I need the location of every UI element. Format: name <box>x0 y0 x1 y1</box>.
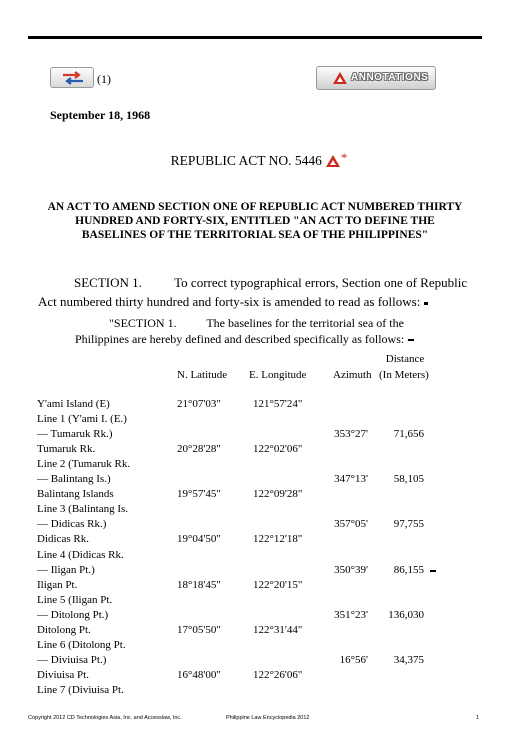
table-cell-name: Didicas Rk. <box>37 533 89 546</box>
link-marker-icon[interactable] <box>430 570 436 572</box>
footer-encyclopedia: Philippine Law Encyclopedia 2012 <box>226 715 310 721</box>
table-cell-lon: 122°31'44" <box>253 623 303 636</box>
act-title-line: BASELINES OF THE TERRITORIAL SEA OF THE PHILIPPINES" <box>81 229 429 241</box>
top-rule <box>28 36 482 39</box>
republic-act-number: REPUBLIC ACT NO. 5446 <box>170 153 322 168</box>
table-cell-dist: 136,030 <box>388 608 424 621</box>
act-title <box>34 200 476 242</box>
table-cell-name: — Iligan Pt.) <box>37 563 95 576</box>
table-cell-name: — Balintang Is.) <box>37 473 111 486</box>
table-cell-name: — Ditolong Pt.) <box>37 608 109 621</box>
table-cell-lat: 17°05'50" <box>177 623 221 636</box>
table-cell-lon: 122°09'28" <box>253 488 303 501</box>
table-cell-name: Ditolong Pt. <box>37 623 91 636</box>
table-cell-dist: 58,105 <box>393 473 424 486</box>
table-cell-az: 350°39' <box>334 563 368 576</box>
swap-arrows-icon <box>61 71 85 85</box>
table-cell-dist: 34,375 <box>393 653 424 666</box>
annotations-button[interactable] <box>316 66 436 90</box>
republic-act-heading <box>0 150 518 169</box>
table-cell-lat: 16°48'00" <box>177 668 221 681</box>
section-1-line: SECTION 1. To correct typographical errors, Section one of Republic <box>74 275 468 290</box>
table-cell-name: Line 5 (Iligan Pt. <box>37 593 113 606</box>
table-cell-lat: 19°57'45" <box>177 488 221 501</box>
table-cell-lat: 18°18'45" <box>177 578 221 591</box>
table-cell-name: Line 3 (Balintang Is. <box>37 503 129 516</box>
act-title-line: HUNDRED AND FORTY-SIX, ENTITLED "AN ACT TO DEFINE THE <box>75 215 435 227</box>
table-cell-name: Line 2 (Tumaruk Rk. <box>37 458 131 471</box>
section-1-paragraph <box>38 273 470 311</box>
footer-page-number: 1 <box>476 715 480 721</box>
swap-arrows-button[interactable] <box>50 67 94 88</box>
link-marker-icon[interactable] <box>408 339 414 341</box>
quoted-section-line: "SECTION 1. The baselines for the territorial sea of the <box>109 316 404 330</box>
annotations-label: ANNOTATIONS <box>351 72 429 83</box>
annotation-icon[interactable] <box>326 155 340 167</box>
link-marker-icon[interactable] <box>424 302 428 305</box>
header-latitude: N. Latitude <box>177 369 228 381</box>
table-cell-name: Line 7 (Diviuisa Pt. <box>37 683 124 696</box>
table-cell-lat: 21°07'03" <box>177 398 221 410</box>
table-cell-lon: 121°57'24" <box>253 398 303 410</box>
header-distance: Distance <box>385 353 425 365</box>
annotation-icon <box>333 72 347 84</box>
table-cell-name: Y'ami Island (E) <box>37 398 110 410</box>
table-cell-lat: 20°28'28" <box>177 443 221 456</box>
table-cell-name: Line 1 (Y'ami I. (E.) <box>37 413 127 426</box>
section-1-line: Act numbered thirty hundred and forty-six is amended to read as follows: <box>38 292 470 311</box>
header-longitude: E. Longitude <box>249 369 307 381</box>
table-cell-az: 347°13' <box>334 473 368 486</box>
table-cell-lon: 122°12'18" <box>253 533 303 546</box>
table-cell-lon: 122°02'06" <box>253 443 303 456</box>
table-cell-az: 357°05' <box>334 518 368 531</box>
table-cell-name: Diviuisa Pt. <box>37 668 89 681</box>
table-cell-name: Tumaruk Rk. <box>37 443 96 456</box>
table-cell-name: Line 6 (Ditolong Pt. <box>37 638 126 651</box>
table-cell-dist: 71,656 <box>393 428 424 441</box>
table-cell-az: 353°27' <box>334 428 368 441</box>
table-cell-name: — Diviuisa Pt.) <box>37 653 107 666</box>
table-cell-dist: 97,755 <box>393 518 424 531</box>
table-cell-dist: 86,155 <box>393 563 424 576</box>
quoted-section-line: Philippines are hereby defined and described specifically as follows: <box>75 331 444 347</box>
footer-copyright: Copyright 2012 CD Technologies Asia, Inc. and Accesslaw, Inc. <box>28 715 182 721</box>
header-distance-unit: (In Meters) <box>379 369 429 381</box>
table-cell-name: Line 4 (Didicas Rk. <box>37 548 124 561</box>
table-cell-az: 16°56' <box>339 653 368 666</box>
header-azimuth: Azimuth <box>333 369 372 381</box>
table-cell-az: 351°23' <box>334 608 368 621</box>
table-cell-lon: 122°20'15" <box>253 578 303 591</box>
quoted-section-paragraph <box>75 315 444 347</box>
table-cell-lon: 122°26'06" <box>253 668 303 681</box>
table-cell-name: Iligan Pt. <box>37 578 78 591</box>
table-cell-lat: 19°04'50" <box>177 533 221 546</box>
footnote-asterisk[interactable]: * <box>340 150 348 165</box>
act-title-line: AN ACT TO AMEND SECTION ONE OF REPUBLIC ACT NUMBERED THIRTY <box>47 201 463 213</box>
table-cell-name: Balintang Islands <box>37 488 114 501</box>
act-date: September 18, 1968 <box>50 108 151 122</box>
reference-number[interactable]: (1) <box>97 72 111 86</box>
table-cell-name: — Tumaruk Rk.) <box>37 428 113 441</box>
table-cell-name: — Didicas Rk.) <box>37 518 107 531</box>
